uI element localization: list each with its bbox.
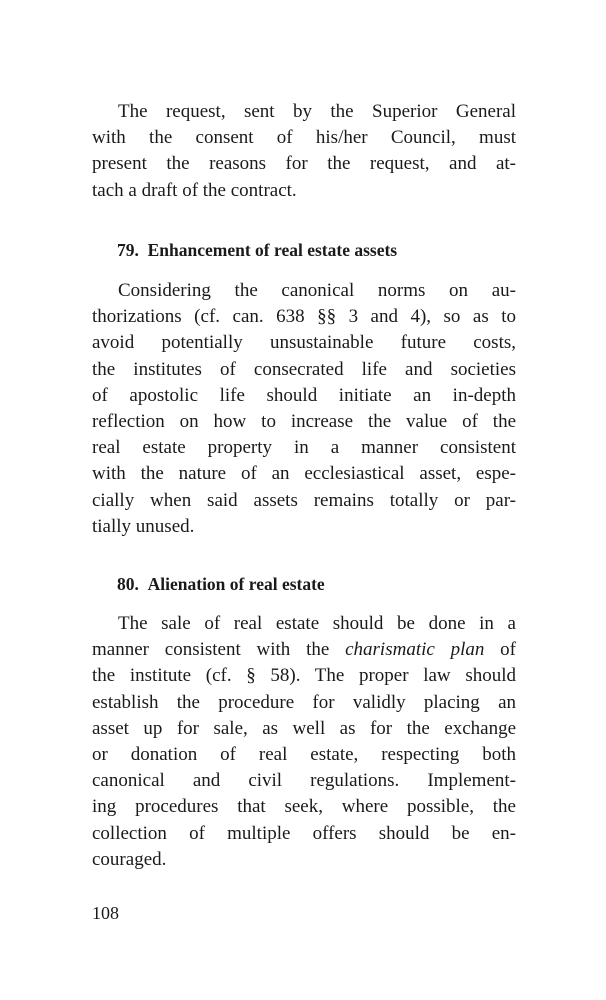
text-line: avoid potentially unsustainable future costs, (92, 332, 516, 354)
text-line: tach a draft of the contract. (92, 179, 297, 201)
text-line: collection of multiple offers should be en- (92, 822, 516, 844)
text-line (92, 637, 516, 663)
text-line: the institute (cf. § 58). The proper law should (92, 665, 516, 687)
text-line: present the reasons for the request, and at- (92, 153, 516, 175)
text-line: Considering the canonical norms on au- (118, 280, 516, 301)
text-line: the institutes of consecrated life and societies (92, 358, 516, 380)
text-line: asset up for sale, as well as for the exchange (92, 717, 516, 739)
page-number: 108 (92, 903, 119, 923)
text-line: The sale of real estate should be done in a (118, 613, 516, 634)
paragraph-alienation (92, 611, 516, 873)
text-line: thorizations (cf. can. 638 §§ 3 and 4), so as to (92, 306, 516, 328)
section-heading-80: 80. Alienation of real estate (117, 574, 325, 594)
text-line: of apostolic life should initiate an in-depth (92, 384, 516, 406)
text-segment: of (484, 639, 516, 661)
paragraph-enhancement (92, 278, 516, 540)
text-line: cially when said assets remains totally or par- (92, 489, 516, 511)
text-line: reflection on how to increase the value of the (92, 410, 516, 432)
text-line: with the consent of his/her Council, must (92, 127, 516, 149)
text-segment: manner consistent with the (92, 639, 346, 661)
text-line: tially unused. (92, 515, 195, 537)
text-line: establish the procedure for validly placing an (92, 691, 516, 713)
text-line: or donation of real estate, respecting both (92, 743, 516, 765)
section-heading-79: 79. Enhancement of real estate assets (117, 240, 398, 260)
text-line: ing procedures that seek, where possible, the (92, 796, 516, 818)
italic-term: charismatic plan (345, 639, 485, 661)
text-line: couraged. (92, 848, 167, 870)
text-line: real estate property in a manner consistent (92, 437, 516, 459)
text-line: with the nature of an ecclesiastical asset, espe- (92, 463, 516, 485)
paragraph-request (92, 99, 516, 204)
text-line: The request, sent by the Superior General (118, 101, 516, 122)
text-line: canonical and civil regulations. Implement- (92, 770, 516, 792)
